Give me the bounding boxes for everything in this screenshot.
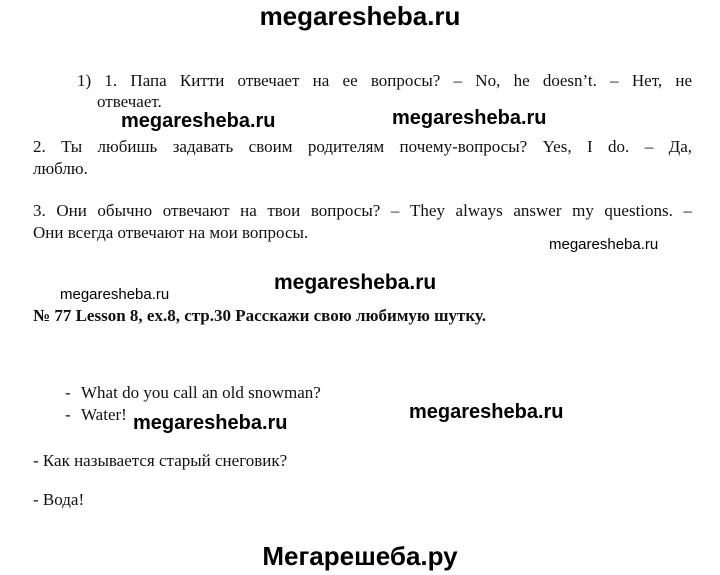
watermark-mid-2: megaresheba.ru: [392, 107, 547, 129]
dialogue-dash-1: -: [65, 383, 71, 402]
answer-1-line-2: отвечает.: [97, 92, 162, 111]
watermark-bottom: Мегарешеба.ру: [262, 541, 458, 571]
watermark-lower-2: megaresheba.ru: [409, 401, 564, 423]
answer-3-line-2: Они всегда отвечают на мои вопросы.: [33, 223, 309, 242]
watermark-center: megaresheba.ru: [274, 271, 437, 294]
dialogue-ru-line-2: - Вода!: [33, 490, 85, 509]
watermark-top: megaresheba.ru: [259, 1, 461, 31]
dialogue-dash-2: -: [65, 405, 71, 424]
answer-3-line-1: 3. Они обычно отвечают на твои вопросы? – They always answer my questions. –: [33, 201, 692, 220]
watermark-small-2: megaresheba.ru: [60, 286, 170, 303]
exercise-heading: № 77 Lesson 8, ex.8, стр.30 Расскажи свою любимую шутку.: [33, 306, 486, 325]
watermark-lower-1: megaresheba.ru: [133, 412, 288, 434]
dialogue-en-line-1: What do you call an old snowman?: [81, 383, 321, 402]
answer-1-line-1: 1) 1. Папа Китти отвечает на ее вопросы? – No, he doesn’t. – Нет, не: [77, 71, 692, 90]
dialogue-en-line-2: Water!: [81, 405, 127, 424]
dialogue-ru-line-1: - Как называется старый снеговик?: [33, 451, 288, 470]
answer-2-line-1: 2. Ты любишь задавать своим родителям почему-вопросы? Yes, I do. – Да,: [33, 137, 692, 156]
answer-2-line-2: люблю.: [33, 159, 88, 178]
watermark-mid-1: megaresheba.ru: [121, 110, 276, 132]
watermark-small-1: megaresheba.ru: [549, 236, 659, 253]
